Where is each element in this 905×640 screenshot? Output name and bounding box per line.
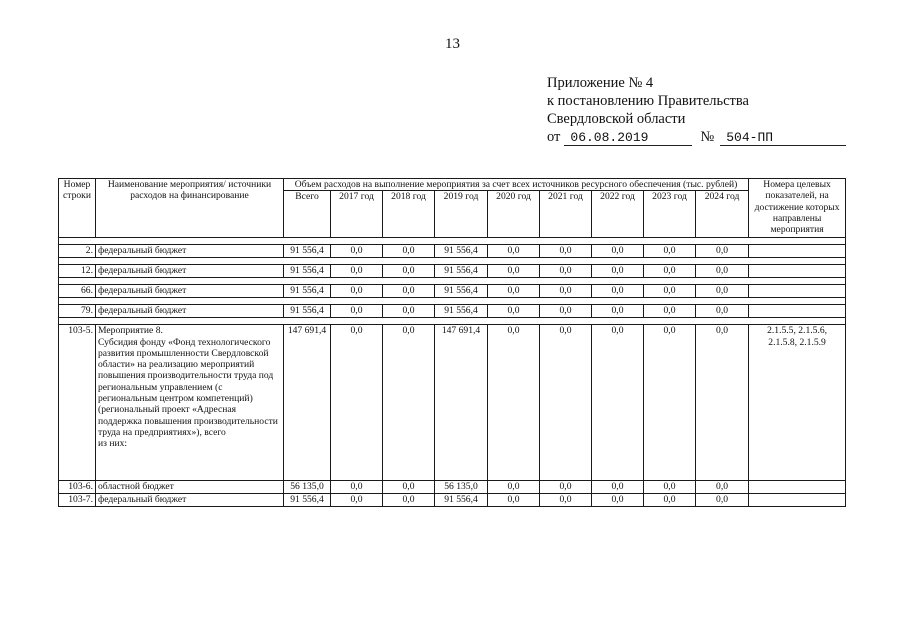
cell-2022: 0,0 bbox=[592, 494, 644, 507]
cell-2024: 0,0 bbox=[696, 325, 749, 481]
cell-2019: 147 691,4 bbox=[435, 325, 488, 481]
cell-total: 91 556,4 bbox=[284, 305, 331, 318]
cell-2017: 0,0 bbox=[331, 494, 383, 507]
cell-2022: 0,0 bbox=[592, 305, 644, 318]
cell-name: федеральный бюджет bbox=[96, 245, 284, 258]
date-prefix: от bbox=[547, 129, 561, 145]
cell-targets bbox=[749, 285, 846, 298]
header-year: 2017 год bbox=[331, 191, 383, 238]
cell-2017: 0,0 bbox=[331, 245, 383, 258]
cell-2020: 0,0 bbox=[488, 494, 540, 507]
cell-name: областной бюджет bbox=[96, 481, 284, 494]
cell-2019: 91 556,4 bbox=[435, 285, 488, 298]
appendix-title: Приложение № 4 bbox=[547, 75, 654, 91]
table-row bbox=[59, 494, 846, 507]
cell-2022: 0,0 bbox=[592, 481, 644, 494]
cell-2023: 0,0 bbox=[644, 245, 696, 258]
cell-targets: 2.1.5.5, 2.1.5.6, 2.1.5.8, 2.1.5.9 bbox=[749, 325, 846, 481]
appendix-block bbox=[547, 74, 846, 146]
cell-2021: 0,0 bbox=[540, 245, 592, 258]
cell-name: федеральный бюджет bbox=[96, 285, 284, 298]
cell-2024: 0,0 bbox=[696, 481, 749, 494]
table-row bbox=[59, 245, 846, 258]
appendix-subtitle-2: Свердловской области bbox=[547, 111, 686, 127]
header-year: 2019 год bbox=[435, 191, 488, 238]
table-row bbox=[59, 285, 846, 298]
row-separator bbox=[59, 258, 846, 265]
cell-2018: 0,0 bbox=[383, 305, 435, 318]
cell-2020: 0,0 bbox=[488, 325, 540, 481]
cell-2019: 91 556,4 bbox=[435, 265, 488, 278]
cell-2021: 0,0 bbox=[540, 481, 592, 494]
cell-2022: 0,0 bbox=[592, 285, 644, 298]
header-row-number: Номер строки bbox=[59, 179, 96, 238]
row-separator bbox=[59, 278, 846, 285]
resolution-line bbox=[547, 128, 846, 146]
cell-name: федеральный бюджет bbox=[96, 265, 284, 278]
cell-2018: 0,0 bbox=[383, 245, 435, 258]
cell-2022: 0,0 bbox=[592, 325, 644, 481]
cell-2023: 0,0 bbox=[644, 285, 696, 298]
appendix-subtitle-1: к постановлению Правительства bbox=[547, 93, 749, 109]
cell-targets bbox=[749, 305, 846, 318]
cell-2017: 0,0 bbox=[331, 265, 383, 278]
cell-row-number: 66. bbox=[59, 285, 96, 298]
cell-row-number: 79. bbox=[59, 305, 96, 318]
cell-name: федеральный бюджет bbox=[96, 305, 284, 318]
cell-2018: 0,0 bbox=[383, 285, 435, 298]
cell-name: федеральный бюджет bbox=[96, 494, 284, 507]
cell-2018: 0,0 bbox=[383, 494, 435, 507]
cell-2018: 0,0 bbox=[383, 481, 435, 494]
cell-2019: 56 135,0 bbox=[435, 481, 488, 494]
cell-total: 91 556,4 bbox=[284, 265, 331, 278]
cell-targets bbox=[749, 265, 846, 278]
cell-2023: 0,0 bbox=[644, 481, 696, 494]
cell-targets bbox=[749, 494, 846, 507]
cell-2020: 0,0 bbox=[488, 481, 540, 494]
cell-row-number: 103-6. bbox=[59, 481, 96, 494]
cell-2017: 0,0 bbox=[331, 285, 383, 298]
table-row bbox=[59, 265, 846, 278]
cell-2018: 0,0 bbox=[383, 265, 435, 278]
cell-2018: 0,0 bbox=[383, 325, 435, 481]
header-year: 2020 год bbox=[488, 191, 540, 238]
header-year: 2022 год bbox=[592, 191, 644, 238]
resolution-number: 504-ПП bbox=[720, 131, 846, 146]
cell-2021: 0,0 bbox=[540, 285, 592, 298]
cell-2019: 91 556,4 bbox=[435, 245, 488, 258]
cell-2019: 91 556,4 bbox=[435, 305, 488, 318]
cell-row-number: 2. bbox=[59, 245, 96, 258]
cell-2021: 0,0 bbox=[540, 265, 592, 278]
cell-2023: 0,0 bbox=[644, 265, 696, 278]
cell-2019: 91 556,4 bbox=[435, 494, 488, 507]
cell-2022: 0,0 bbox=[592, 245, 644, 258]
cell-2021: 0,0 bbox=[540, 325, 592, 481]
cell-2022: 0,0 bbox=[592, 265, 644, 278]
cell-total: 91 556,4 bbox=[284, 494, 331, 507]
cell-row-number: 103-7. bbox=[59, 494, 96, 507]
cell-2021: 0,0 bbox=[540, 305, 592, 318]
header-volume: Объем расходов на выполнение мероприятия за счет всех источников ресурсного обеспечения (тыс. рублей) bbox=[284, 179, 749, 191]
page-number: 13 bbox=[445, 36, 460, 52]
cell-2023: 0,0 bbox=[644, 494, 696, 507]
cell-2024: 0,0 bbox=[696, 285, 749, 298]
cell-2017: 0,0 bbox=[331, 481, 383, 494]
table-row bbox=[59, 325, 846, 481]
header-year: 2024 год bbox=[696, 191, 749, 238]
cell-2024: 0,0 bbox=[696, 265, 749, 278]
cell-total: 56 135,0 bbox=[284, 481, 331, 494]
cell-2024: 0,0 bbox=[696, 305, 749, 318]
cell-2023: 0,0 bbox=[644, 325, 696, 481]
number-label: № bbox=[700, 129, 715, 145]
cell-total: 147 691,4 bbox=[284, 325, 331, 481]
budget-table bbox=[58, 178, 846, 507]
header-year: 2018 год bbox=[383, 191, 435, 238]
cell-row-number: 103-5. bbox=[59, 325, 96, 481]
header-targets: Номера целевых показателей, на достижение которых направлены мероприятия bbox=[749, 179, 846, 238]
cell-2024: 0,0 bbox=[696, 245, 749, 258]
header-name: Наименование мероприятия/ источники расходов на финансирование bbox=[96, 179, 284, 238]
cell-row-number: 12. bbox=[59, 265, 96, 278]
cell-2017: 0,0 bbox=[331, 325, 383, 481]
table-row bbox=[59, 481, 846, 494]
cell-2020: 0,0 bbox=[488, 265, 540, 278]
cell-2020: 0,0 bbox=[488, 245, 540, 258]
cell-2024: 0,0 bbox=[696, 494, 749, 507]
row-separator bbox=[59, 298, 846, 305]
cell-name: Мероприятие 8. Субсидия фонду «Фонд технологического развития промышленности Свердловской области» на реализацию мероприятий повышения производительности труда под региональным управлением (с региональным центром компетенций) (региональный проект «Адресная поддержка повышения производительности труда на предприятиях»), всего из них: bbox=[96, 325, 284, 481]
cell-total: 91 556,4 bbox=[284, 285, 331, 298]
table-row bbox=[59, 305, 846, 318]
row-separator bbox=[59, 318, 846, 325]
resolution-date: 06.08.2019 bbox=[564, 131, 692, 146]
cell-total: 91 556,4 bbox=[284, 245, 331, 258]
row-separator bbox=[59, 238, 846, 245]
cell-2017: 0,0 bbox=[331, 305, 383, 318]
cell-2021: 0,0 bbox=[540, 494, 592, 507]
cell-2023: 0,0 bbox=[644, 305, 696, 318]
cell-2020: 0,0 bbox=[488, 285, 540, 298]
cell-2020: 0,0 bbox=[488, 305, 540, 318]
header-year: 2021 год bbox=[540, 191, 592, 238]
cell-targets bbox=[749, 245, 846, 258]
header-total: Всего bbox=[284, 191, 331, 238]
header-year: 2023 год bbox=[644, 191, 696, 238]
cell-targets bbox=[749, 481, 846, 494]
